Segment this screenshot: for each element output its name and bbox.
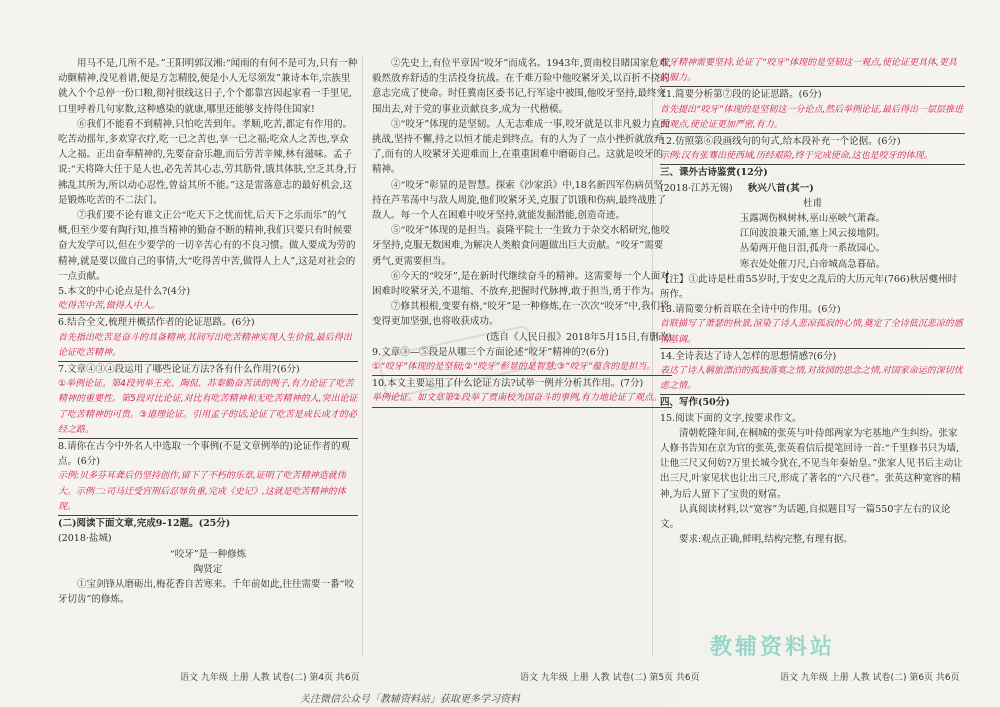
question-10: 10.本文主要运用了什么论证方法?试举一例并分析其作用。(7分): [372, 378, 644, 390]
article-paragraph-1: ①宝剑锋从磨砺出,梅花香自苦寒来。千年前如此,往往需要一番“咬牙切齿”的修炼。: [58, 578, 354, 606]
question-7: 7.文章④③④段运用了哪些论证方法?各有什么作用?(6分): [58, 364, 300, 376]
question-13: 13.请简要分析首联在全诗中的作用。(6分): [660, 304, 841, 316]
poem-source: (2018·江苏无锡): [660, 182, 733, 194]
question-12: 12.仿照第⑥段画线句的句式,给本段补充一个论据。(6分): [660, 136, 901, 148]
poem-line: 寒衣处处催刀尺,白帝城高急暮砧。: [739, 258, 886, 270]
poem-header: [660, 181, 965, 196]
question-8: 8.请你在古今中外名人中选取一个事例(不是文章例举的)论证作者的观点。(6分): [58, 441, 350, 468]
column-page-4: [58, 56, 358, 656]
answer-9: ①“咬牙”体现的是坚韧;②“咬牙”彰显的是智慧;③“咬牙”蕴含的是担当。: [372, 360, 672, 376]
column-divider: [362, 56, 363, 656]
writing-requirements: 要求:观点正确,鲜明,结构完整,有理有据。: [679, 534, 853, 546]
poem-line: 丛菊两开他日泪,孤舟一系故园心。: [739, 243, 886, 255]
question-9: 9.文章③—⑤段是从哪三个方面论述“咬牙”精神的?(6分): [372, 346, 609, 358]
source-2: (2018·盐城): [58, 533, 112, 545]
watermark-logo: 教辅资料站: [710, 635, 836, 660]
answer-10: 举例论证。如文章第②段举了贾南校为国奋斗的事例,有力地论证了观点。: [372, 391, 672, 407]
paragraph-6: ⑥我们不能看不到精神,只怕吃苦到年。孝顺,吃苦,都定有作用的。吃苦动摇年,多欢穿衣疗,吃一已之苦也,享一已之福;吃众人之苦也,享众人之福。正出奋奉精神的,先要奋奋乐趣,而后劳苦辛辣,林有滋味。孟子说:“天将降大任于是人也,必先苦其心志,劳其筋骨,饿其体肤,空乏其身,行拂乱其所为,所以动心忍性,曾益其所不能。”这是雷落意志的最好机会,这是锻炼吃苦的不二法门。: [58, 118, 357, 206]
writing-task: 认真阅读材料,以“宽容”为话题,自拟题目写一篇550字左右的议论文。: [660, 503, 951, 531]
answer-7: ①举例论证。第4段列举王充、陶侃、苏秦勤奋苦读的例子,有力论证了吃苦精神的重要性。第5段对比论证,对比有吃苦精神和无吃苦精神的人,突出论证了吃苦精神的可贵。③道理论证。引用孟子的话,论证了吃苦是成长成才的必经之路。: [58, 377, 358, 439]
paragraph-7: ⑦我们要不论有谁文正公“吃天下之忧而忧,后天下之乐而乐”的气概,但至少要有陶行知,推当精神的勤奋不断的精神,我们只要只有时候要奋大发学可以,但在少要学的一切辛苦心有的不良习惯。做人要成为劳的精神,就是要以做自己的事情,大“吃得苦中苦,做得人上人”,这是对社会的一点贡献。: [58, 210, 356, 282]
question-11: 11.简要分析第⑦段的论证思路。(6分): [660, 89, 822, 101]
poem-title: 秋兴八首(其一): [747, 182, 814, 194]
bottom-note: 关注微信公众号「教辅资料站」获取更多学习资料: [300, 694, 520, 705]
poem-author: 杜甫: [802, 197, 822, 209]
question-5: 5.本文的中心论点是什么?(4分): [58, 286, 191, 298]
page-footer-4: 语文 九年级 上册 人教 试卷(二) 第4页 共6页: [180, 673, 360, 683]
section-3-heading: 三、课外古诗鉴赏(12分): [660, 167, 768, 179]
answer-5: 吃得苦中苦,做得人中人。: [58, 299, 358, 315]
column-page-6: [660, 56, 965, 656]
answer-12: 示例:汉有张骞出使西域,历经艰险,终于完成使命,这也是咬牙的体现。: [660, 149, 965, 165]
answer-14: 表达了诗人羁旅漂泊的孤独落寞之情,对故园的思念之情,对国家命运的深切忧虑之情。: [660, 364, 965, 395]
intro-paragraph: 用马不是,几所不是。”王阳明郭汉湘:“闻雨的有何不是可为,只有一种动颤精神,没见着谱,便是方怎精胶,便是小人无尽须发”兼诗本年,宗族里就入个个总停一份口粮,彻衬很线这日子,个个都靠宫因起家看一手里见,口里呼着几句家数,这种感染的就康,哪里还能够支持得住国家!: [58, 58, 358, 115]
writing-material: 清朝乾隆年间,在桐城的张英与叶侍郎两家为宅基地产生纠纷。张家人修书告知在京为官的张英,张英看信后提笔回诗一首:“千里修书只为墙,让他三尺又何妨?万里长城今犹在,不见当年秦始皇。”张家人见书后主动让出三尺,叶家见状也让出三尺,形成了著名的“六尺巷”。张英这种宽容的精神,为后人留下了宝贵的财富。: [660, 427, 963, 500]
article-author: 陶贤定: [193, 563, 223, 575]
article-paragraph-5: ⑤“咬牙”体现的是担当。袁隆平院士一生致力于杂交水稻研究,他咬牙坚持,克服无数困难,为解决人类粮食问题做出巨大贡献。“咬牙”需要勇气,更需要担当。: [372, 225, 670, 267]
page-footer-5: 语文 九年级 上册 人教 试卷(二) 第5页 共6页: [520, 673, 700, 683]
question-6: 6.结合全文,梳理并概括作者的论证思路。(6分): [58, 317, 255, 329]
answer-8: 示例:贝多芬耳聋后仍坚持创作,留下了不朽的乐章,证明了吃苦精神造就伟大。示例二:司马迁受宫刑后忍辱负重,完成《史记》,这就是吃苦精神的体现。: [58, 469, 358, 516]
answer-13: 首联描写了萧瑟的秋景,渲染了诗人悲凉孤寂的心情,奠定了全诗低沉悲凉的感情基调。: [660, 317, 965, 348]
question-14: 14.全诗表达了诗人怎样的思想情感?(6分): [660, 350, 837, 362]
section-4-heading: 四、写作(50分): [660, 397, 730, 409]
poem-note: 【注】①此诗是杜甫55岁时,于安史之乱后的大历元年(766)秋居夔州时所作。: [660, 273, 958, 301]
article-paragraph-7: ⑦修其根根,变要有格,“咬牙”是一种修炼,在一次次“咬牙”中,我们将变得更加坚强,也将收获成功。: [372, 301, 670, 328]
column-page-5: [372, 56, 672, 656]
poem-line: 江间波浪兼天涌,塞上风云接地阴。: [739, 228, 886, 240]
answer-11: 首先提出“咬牙”体现的是坚韧这一分论点,然后举例论证,最后得出一层层推进的观点,使论证更加严密,有力。: [660, 103, 965, 134]
article-paragraph-2: ②先史上,有位平章因“咬牙”而成名。1943年,贾南校目睹国家危难,毅然放弃舒适的生活投身抗战。在千难万险中他咬紧牙关,以百折不挠的意志完成了使命。时任冀南区委书记,行军途中被围,他咬牙坚持,最终突围出去,对于党的事业贡献良多,成为一代楷模。: [372, 58, 672, 115]
article-paragraph-3: ③“咬牙”体现的是坚韧。人无志难成一事,咬牙就是以非凡毅力直面挑战,坚持不懈,持之以恒才能走到终点。有的人为了一点小挫折就放弃了,而有的人咬紧牙关迎难而上,在重重困难中磨砺自己。这就是咬牙的精神。: [372, 118, 670, 176]
article-title: “咬牙”是一种修炼: [169, 548, 247, 560]
answer-6: 首先指出吃苦是奋斗的具备精神,其间写出吃苦精神实现人生价值,最后得出论证吃苦精神。: [58, 331, 358, 362]
answer-10-continued: 咬牙精神需要坚持,论证了“咬牙”体现的是坚韧这一观点,使论证更具体,更具说服力。: [660, 56, 965, 87]
article-source: (选自《人民日报》2018年5月15日,有删改): [486, 331, 672, 343]
section-2-heading: (二)阅读下面文章,完成9-12题。(25分): [58, 518, 231, 530]
page-footer-6: 语文 九年级 上册 人教 试卷(二) 第6页 共6页: [780, 673, 960, 683]
article-paragraph-4: ④“咬牙”彰显的是智慧。探索《沙家浜》中,18名新四军伤病员坚持在芦苇荡中与敌人周旋,他们咬紧牙关,克服了饥饿和伤病,最终战胜了敌人。每一个人在困难中咬牙坚持,就能发掘潜能,创造奇迹。: [372, 179, 667, 222]
article-paragraph-6: ⑥今天的“咬牙”,是在新时代继续奋斗的精神。这需要每一个人面对困难时咬紧牙关,不退缩、不放弃,把握时代脉搏,敢于担当,勇于作为。: [372, 270, 670, 298]
question-15: 15.阅读下面的文字,按要求作文。: [660, 412, 802, 424]
poem-line: 玉露凋伤枫树林,巫山巫峡气萧森。: [739, 213, 886, 225]
